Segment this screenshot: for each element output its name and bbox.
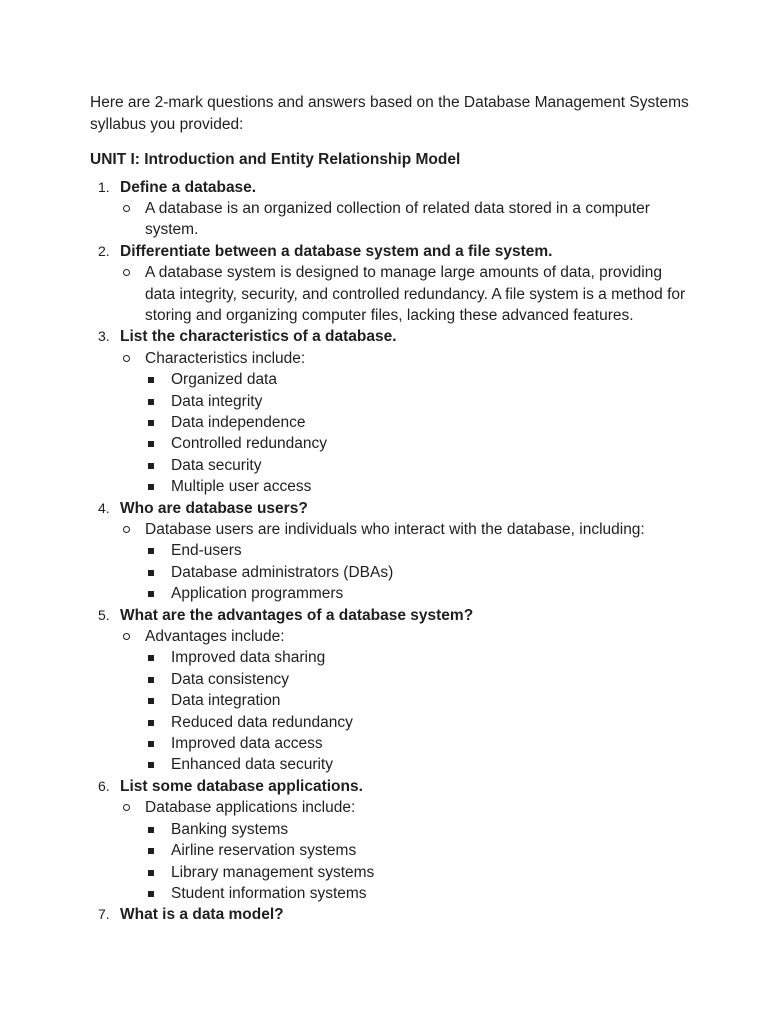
- unit-heading: UNIT I: Introduction and Entity Relationship Model: [90, 151, 461, 168]
- sub-item-text: Data security: [171, 456, 262, 474]
- sub-list-item: [145, 540, 690, 561]
- answer-item: [120, 519, 690, 605]
- square-bullet-icon: [148, 698, 154, 704]
- sub-item-text: Data independence: [171, 413, 306, 431]
- sub-item-text: Controlled redundancy: [171, 435, 327, 453]
- sub-list-item: [145, 433, 690, 454]
- question-number: 2.: [98, 242, 110, 259]
- sub-list-item: [145, 883, 690, 904]
- sub-list-item: [145, 754, 690, 775]
- square-bullet-icon: [148, 827, 154, 833]
- answer-sub-list: [145, 369, 690, 497]
- sub-list-item: [145, 476, 690, 497]
- question-item: [90, 498, 690, 605]
- question-item: [90, 605, 690, 776]
- circle-bullet-icon: [123, 633, 130, 640]
- sub-item-text: End-users: [171, 542, 242, 560]
- answer-text: A database is an organized collection of related data stored in a computer system.: [145, 199, 650, 239]
- question-number: 7.: [98, 906, 110, 923]
- answer-text: A database system is designed to manage large amounts of data, providing data integrity, security, and controlled redundancy. A file system is a method for storing and organizing computer files, lacking these advanced features.: [145, 264, 686, 324]
- answer-item: [120, 262, 690, 326]
- sub-list-item: [145, 712, 690, 733]
- square-bullet-icon: [148, 741, 154, 747]
- question-number: 4.: [98, 499, 110, 516]
- question-title: List the characteristics of a database.: [120, 328, 397, 346]
- square-bullet-icon: [148, 484, 154, 490]
- answer-text: Database users are individuals who interact with the database, including:: [145, 521, 645, 538]
- intro-paragraph: Here are 2-mark questions and answers based on the Database Management Systems syllabus you provided:: [90, 94, 689, 133]
- circle-bullet-icon: [123, 804, 130, 811]
- answer-sub-list: [145, 540, 690, 604]
- square-bullet-icon: [148, 891, 154, 897]
- answer-text: Characteristics include:: [145, 349, 306, 367]
- question-title: Differentiate between a database system and a file system.: [120, 242, 553, 260]
- question-number: 6.: [98, 777, 110, 794]
- answer-text: Database applications include:: [145, 799, 356, 817]
- answer-sub-list: [145, 819, 690, 905]
- sub-list-item: [145, 412, 690, 433]
- sub-list-item: [145, 369, 690, 390]
- question-item: [90, 904, 690, 925]
- square-bullet-icon: [148, 548, 154, 554]
- square-bullet-icon: [148, 570, 154, 576]
- sub-item-text: Library management systems: [171, 863, 375, 881]
- square-bullet-icon: [148, 870, 154, 876]
- question-number: 1.: [98, 178, 110, 195]
- question-title: Define a database.: [120, 178, 257, 196]
- question-item: [90, 326, 690, 497]
- question-title: What are the advantages of a database system?: [120, 606, 474, 624]
- answer-item: [120, 348, 690, 498]
- circle-bullet-icon: [123, 269, 130, 276]
- sub-list-item: [145, 562, 690, 583]
- sub-item-text: Enhanced data security: [171, 756, 333, 774]
- square-bullet-icon: [148, 441, 154, 447]
- sub-item-text: Application programmers: [171, 585, 344, 603]
- square-bullet-icon: [148, 399, 154, 405]
- sub-list-item: [145, 733, 690, 754]
- sub-item-text: Improved data sharing: [171, 649, 326, 667]
- sub-list-item: [145, 647, 690, 668]
- sub-item-text: Database administrators (DBAs): [171, 563, 394, 581]
- answer-text: Advantages include:: [145, 628, 285, 646]
- sub-list-item: [145, 862, 690, 883]
- sub-list-item: [145, 819, 690, 840]
- sub-item-text: Data integrity: [171, 392, 263, 410]
- circle-bullet-icon: [123, 205, 130, 212]
- question-number: 5.: [98, 606, 110, 623]
- square-bullet-icon: [148, 720, 154, 726]
- circle-bullet-icon: [123, 355, 130, 362]
- sub-item-text: Airline reservation systems: [171, 842, 357, 860]
- answer-sub-list: [145, 647, 690, 775]
- question-item: [90, 776, 690, 904]
- question-title: What is a data model?: [120, 906, 284, 924]
- question-number: 3.: [98, 328, 110, 345]
- sub-item-text: Data consistency: [171, 670, 290, 688]
- sub-item-text: Improved data access: [171, 735, 323, 753]
- square-bullet-icon: [148, 420, 154, 426]
- circle-bullet-icon: [123, 526, 130, 533]
- sub-list-item: [145, 669, 690, 690]
- square-bullet-icon: [148, 762, 154, 768]
- sub-item-text: Student information systems: [171, 884, 367, 902]
- sub-item-text: Organized data: [171, 371, 277, 389]
- square-bullet-icon: [148, 377, 154, 383]
- question-item: [90, 241, 690, 327]
- sub-item-text: Multiple user access: [171, 478, 312, 496]
- sub-list-item: [145, 391, 690, 412]
- sub-list-item: [145, 455, 690, 476]
- question-title: Who are database users?: [120, 499, 308, 517]
- square-bullet-icon: [148, 591, 154, 597]
- square-bullet-icon: [148, 848, 154, 854]
- question-list: [90, 177, 690, 926]
- sub-list-item: [145, 690, 690, 711]
- square-bullet-icon: [148, 463, 154, 469]
- answer-item: [120, 198, 690, 241]
- square-bullet-icon: [148, 677, 154, 683]
- answer-item: [120, 797, 690, 904]
- question-item: [90, 177, 690, 241]
- document-body: [90, 92, 690, 926]
- sub-list-item: [145, 583, 690, 604]
- sub-item-text: Reduced data redundancy: [171, 713, 353, 731]
- square-bullet-icon: [148, 655, 154, 661]
- answer-item: [120, 626, 690, 776]
- sub-item-text: Banking systems: [171, 820, 289, 838]
- question-title: List some database applications.: [120, 777, 363, 795]
- sub-list-item: [145, 840, 690, 861]
- sub-item-text: Data integration: [171, 692, 281, 710]
